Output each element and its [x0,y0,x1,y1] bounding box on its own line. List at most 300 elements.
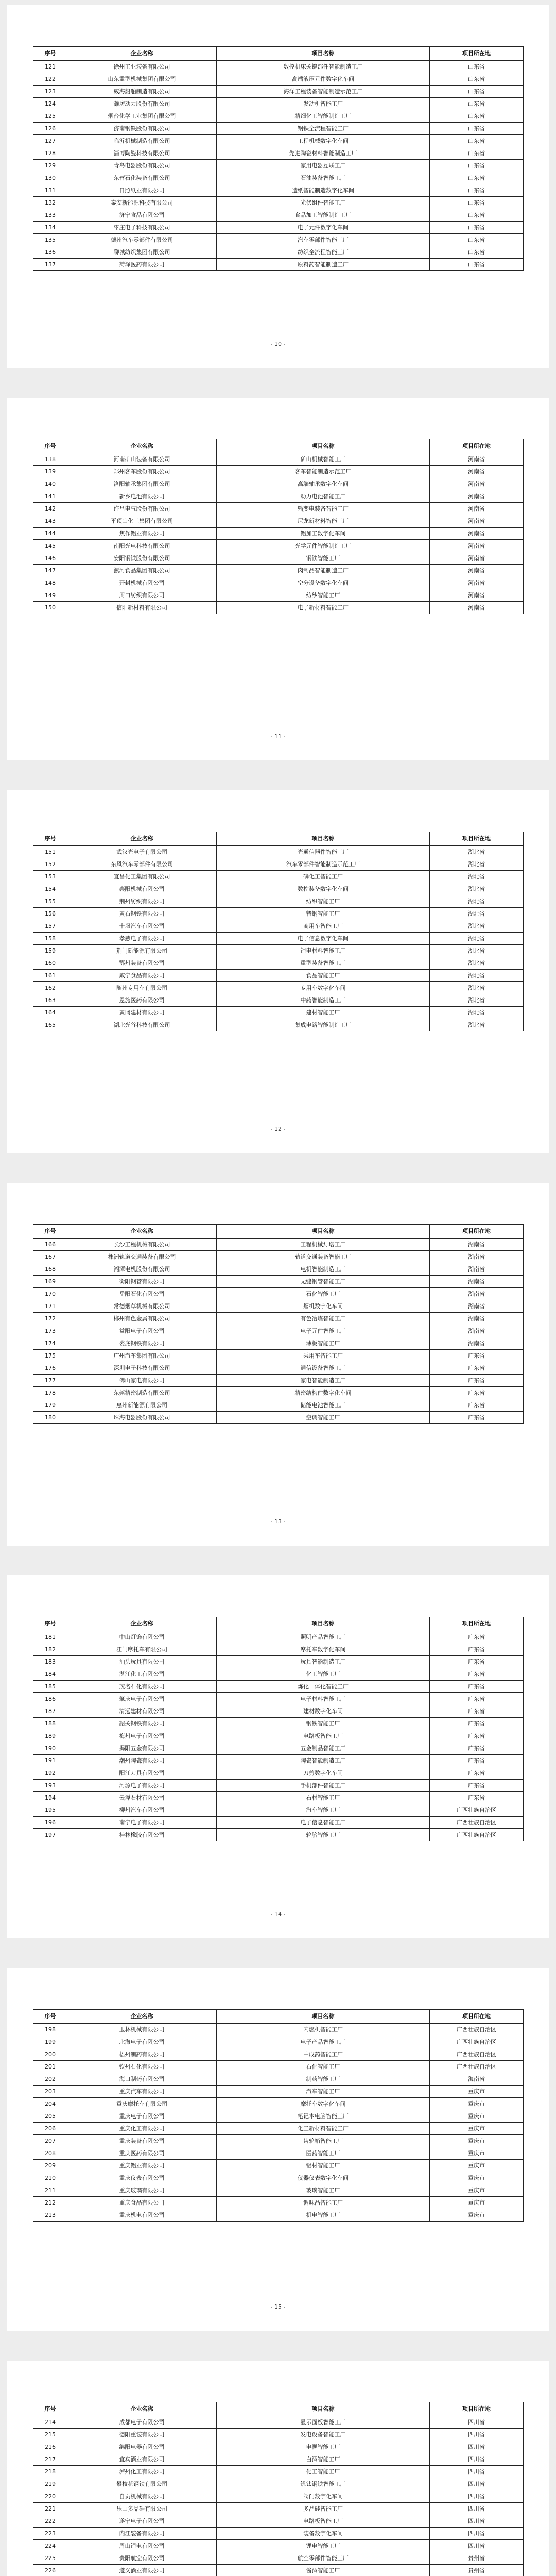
cell-company: 青岛电器股份有限公司 [67,160,217,172]
cell-company: 重庆仪表有限公司 [67,2172,217,2184]
cell-region: 四川省 [430,2528,524,2540]
cell-company: 贵阳航空有限公司 [67,2552,217,2565]
cell-project: 钢铁智能工厂 [217,1718,430,1730]
cell-no: 142 [33,503,67,515]
cell-region: 山东省 [430,147,524,160]
cell-project: 薄板智能工厂 [217,1337,430,1350]
cell-project: 石油装备智能工厂 [217,172,430,184]
cell-company: 济宁食品有限公司 [67,209,217,222]
header-region: 项目所在地 [430,2010,524,2024]
cell-project: 调味品智能工厂 [217,2197,430,2209]
cell-project: 乘用车智能工厂 [217,1350,430,1362]
page-number: - 11 - [270,733,286,740]
cell-region: 广东省 [430,1350,524,1362]
cell-region: 广西壮族自治区 [430,1829,524,1841]
cell-project: 电子新材料智能工厂 [217,602,430,614]
table-row [33,552,524,565]
cell-no: 219 [33,2478,67,2490]
cell-no: 149 [33,589,67,602]
cell-region: 河南省 [430,490,524,503]
cell-company: 恩施医药有限公司 [67,994,217,1007]
cell-company: 济南钢铁股份有限公司 [67,123,217,135]
project-list-table [33,2009,524,2222]
table-row [33,2466,524,2478]
cell-project: 商用车智能工厂 [217,920,430,933]
cell-no: 150 [33,602,67,614]
cell-region: 湖南省 [430,1263,524,1276]
table-row [33,2184,524,2197]
cell-company: 焦作铝业有限公司 [67,528,217,540]
cell-region: 广东省 [430,1387,524,1399]
cell-project: 无缝钢管智能工厂 [217,1276,430,1288]
cell-no: 137 [33,259,67,271]
cell-region: 湖南省 [430,1300,524,1313]
cell-company: 十堰汽车有限公司 [67,920,217,933]
cell-company: 重庆医药有限公司 [67,2147,217,2160]
cell-region: 湖北省 [430,933,524,945]
table-row [33,982,524,994]
header-project: 项目名称 [217,1225,430,1239]
cell-company: 成都电子有限公司 [67,2416,217,2429]
cell-no: 166 [33,1239,67,1251]
cell-company: 遵义酒业有限公司 [67,2565,217,2576]
cell-no: 153 [33,871,67,883]
cell-company: 郑州客车股份有限公司 [67,466,217,478]
cell-project: 工程机械灯塔工厂 [217,1239,430,1251]
cell-company: 重庆食品有限公司 [67,2197,217,2209]
cell-project: 制药智能工厂 [217,2073,430,2086]
cell-no: 159 [33,945,67,957]
cell-no: 167 [33,1251,67,1263]
cell-region: 湖北省 [430,957,524,970]
table-header-row [33,439,524,453]
cell-company: 重庆机电有限公司 [67,2209,217,2222]
cell-no: 175 [33,1350,67,1362]
table-row [33,846,524,858]
cell-no: 226 [33,2565,67,2576]
table-row [33,197,524,209]
cell-project: 炼化一体化智能工厂 [217,1681,430,1693]
table-row [33,1399,524,1412]
cell-company: 阳江刀具有限公司 [67,1767,217,1780]
cell-company: 益阳电子有限公司 [67,1325,217,1337]
cell-no: 140 [33,478,67,490]
cell-region: 湖北省 [430,883,524,895]
cell-project: 食品加工智能制造工厂 [217,209,430,222]
cell-region: 湖北省 [430,982,524,994]
cell-company: 郴州有色金属有限公司 [67,1313,217,1325]
cell-project: 发电设备智能工厂 [217,2429,430,2441]
cell-region: 山东省 [430,234,524,246]
cell-project: 电子信息智能工厂 [217,1817,430,1829]
table-row [33,1239,524,1251]
cell-region: 河南省 [430,602,524,614]
cell-project: 数控装备数字化车间 [217,883,430,895]
cell-region: 湖南省 [430,1325,524,1337]
table-row [33,2073,524,2086]
cell-project: 机电智能工厂 [217,2209,430,2222]
cell-region: 广西壮族自治区 [430,2036,524,2048]
cell-project: 化工新材料智能工厂 [217,2123,430,2135]
table-row [33,565,524,577]
table-row [33,1755,524,1767]
cell-project: 电视智能工厂 [217,2441,430,2453]
cell-company: 梧州制药有限公司 [67,2048,217,2061]
cell-region: 广东省 [430,1755,524,1767]
cell-project: 矿山机械智能工厂 [217,453,430,466]
cell-company: 泸州化工有限公司 [67,2466,217,2478]
cell-project: 化工智能工厂 [217,2466,430,2478]
table-row [33,2036,524,2048]
table-row [33,1631,524,1643]
cell-company: 日照纸业有限公司 [67,184,217,197]
cell-region: 山东省 [430,259,524,271]
cell-company: 岳阳石化有限公司 [67,1288,217,1300]
cell-project: 内燃机智能工厂 [217,2024,430,2036]
table-row [33,2441,524,2453]
cell-project: 精密结构件数字化车间 [217,1387,430,1399]
table-row [33,2540,524,2552]
cell-no: 198 [33,2024,67,2036]
cell-region: 湖南省 [430,1288,524,1300]
cell-project: 石化智能工厂 [217,1288,430,1300]
cell-region: 湖北省 [430,908,524,920]
cell-project: 钢铁全流程智能工厂 [217,123,430,135]
cell-region: 广东省 [430,1792,524,1804]
table-header-row [33,2402,524,2416]
header-company: 企业名称 [67,2402,217,2416]
table-row [33,2209,524,2222]
cell-project: 医药智能工厂 [217,2147,430,2160]
table-row [33,1742,524,1755]
cell-region: 广东省 [430,1705,524,1718]
cell-project: 空分设备数字化车间 [217,577,430,589]
cell-region: 广东省 [430,1681,524,1693]
cell-region: 四川省 [430,2453,524,2466]
cell-no: 213 [33,2209,67,2222]
cell-no: 133 [33,209,67,222]
cell-no: 193 [33,1780,67,1792]
cell-company: 开封机械有限公司 [67,577,217,589]
table-row [33,135,524,147]
cell-region: 广西壮族自治区 [430,2024,524,2036]
cell-no: 181 [33,1631,67,1643]
cell-company: 重庆铝业有限公司 [67,2160,217,2172]
document-page [7,1968,549,2331]
cell-region: 四川省 [430,2466,524,2478]
cell-project: 轨道交通装备智能工厂 [217,1251,430,1263]
cell-no: 162 [33,982,67,994]
cell-project: 电子信息数字化车间 [217,933,430,945]
table-header-row [33,2010,524,2024]
table-row [33,1705,524,1718]
cell-no: 190 [33,1742,67,1755]
cell-project: 光通信器件智能工厂 [217,846,430,858]
cell-region: 山东省 [430,222,524,234]
cell-project: 纺纱智能工厂 [217,589,430,602]
cell-no: 215 [33,2429,67,2441]
cell-no: 205 [33,2110,67,2123]
cell-company: 东风汽车零部件有限公司 [67,858,217,871]
table-row [33,871,524,883]
table-row [33,1730,524,1742]
table-row [33,2061,524,2073]
cell-no: 131 [33,184,67,197]
cell-project: 装备数字化车间 [217,2528,430,2540]
table-row [33,2565,524,2576]
cell-no: 208 [33,2147,67,2160]
cell-region: 重庆市 [430,2110,524,2123]
header-region: 项目所在地 [430,439,524,453]
header-company: 企业名称 [67,2010,217,2024]
cell-company: 遂宁电子有限公司 [67,2515,217,2528]
table-row [33,1313,524,1325]
project-list-table [33,1617,524,1841]
cell-company: 眉山锂电有限公司 [67,2540,217,2552]
table-row [33,184,524,197]
cell-company: 珠海电器股份有限公司 [67,1412,217,1424]
header-project: 项目名称 [217,439,430,453]
cell-company: 佛山家电有限公司 [67,1375,217,1387]
cell-no: 156 [33,908,67,920]
cell-company: 云浮石材有限公司 [67,1792,217,1804]
header-no: 序号 [33,1225,67,1239]
cell-company: 咸宁食品有限公司 [67,970,217,982]
cell-company: 汕头玩具有限公司 [67,1656,217,1668]
table-row [33,246,524,259]
cell-region: 湖北省 [430,945,524,957]
cell-project: 笔记本电脑智能工厂 [217,2110,430,2123]
cell-project: 五金制品智能工厂 [217,1742,430,1755]
document-page [7,398,549,760]
table-row [33,970,524,982]
cell-project: 特钢智能工厂 [217,908,430,920]
table-row [33,2172,524,2184]
cell-region: 广东省 [430,1718,524,1730]
table-row [33,2453,524,2466]
table-row [33,1288,524,1300]
cell-no: 184 [33,1668,67,1681]
project-list-table [33,46,524,271]
cell-no: 192 [33,1767,67,1780]
table-row [33,209,524,222]
cell-company: 信阳新材料有限公司 [67,602,217,614]
cell-company: 德阳重装有限公司 [67,2429,217,2441]
header-no: 序号 [33,2402,67,2416]
cell-no: 157 [33,920,67,933]
table-row [33,2147,524,2160]
cell-region: 广东省 [430,1631,524,1643]
cell-company: 武汉光电子有限公司 [67,846,217,858]
cell-no: 209 [33,2160,67,2172]
cell-company: 韶关钢铁有限公司 [67,1718,217,1730]
cell-project: 原料药智能制造工厂 [217,259,430,271]
table-row [33,2429,524,2441]
cell-company: 东莞精密制造有限公司 [67,1387,217,1399]
table-header-row [33,1617,524,1631]
cell-region: 广东省 [430,1730,524,1742]
cell-region: 重庆市 [430,2135,524,2147]
cell-no: 148 [33,577,67,589]
cell-company: 枣庄电子科技有限公司 [67,222,217,234]
cell-region: 广西壮族自治区 [430,2048,524,2061]
cell-project: 尼龙新材料智能工厂 [217,515,430,528]
cell-region: 重庆市 [430,2123,524,2135]
cell-region: 湖北省 [430,1019,524,1031]
cell-project: 电子元件智能工厂 [217,1325,430,1337]
cell-project: 家用电器互联工厂 [217,160,430,172]
cell-no: 203 [33,2086,67,2098]
table-row [33,2135,524,2147]
cell-company: 北海电子有限公司 [67,2036,217,2048]
cell-no: 183 [33,1656,67,1668]
cell-region: 河南省 [430,565,524,577]
project-list-table [33,832,524,1031]
cell-company: 宜宾酒业有限公司 [67,2453,217,2466]
cell-company: 柳州汽车有限公司 [67,1804,217,1817]
cell-company: 河南矿山装备有限公司 [67,453,217,466]
cell-company: 自贡机械有限公司 [67,2490,217,2503]
cell-no: 172 [33,1313,67,1325]
cell-no: 202 [33,2073,67,2086]
cell-region: 山东省 [430,197,524,209]
cell-no: 139 [33,466,67,478]
table-row [33,945,524,957]
cell-no: 169 [33,1276,67,1288]
cell-company: 安阳钢铁股份有限公司 [67,552,217,565]
document-page [7,1575,549,1938]
cell-company: 东营石化装备有限公司 [67,172,217,184]
table-row [33,1362,524,1375]
cell-region: 湖北省 [430,970,524,982]
table-row [33,957,524,970]
cell-no: 199 [33,2036,67,2048]
table-row [33,1387,524,1399]
cell-company: 平顶山化工集团有限公司 [67,515,217,528]
table-row [33,540,524,552]
cell-no: 136 [33,246,67,259]
table-header-row [33,1225,524,1239]
table-row [33,1656,524,1668]
cell-region: 河南省 [430,515,524,528]
cell-project: 手机部件智能工厂 [217,1780,430,1792]
cell-project: 输变电装备智能工厂 [217,503,430,515]
cell-company: 中山灯饰有限公司 [67,1631,217,1643]
table-row [33,478,524,490]
header-no: 序号 [33,2010,67,2024]
cell-region: 重庆市 [430,2172,524,2184]
header-project: 项目名称 [217,47,430,61]
cell-region: 湖南省 [430,1239,524,1251]
cell-no: 128 [33,147,67,160]
cell-company: 鄂州装备有限公司 [67,957,217,970]
table-row [33,147,524,160]
page-number: - 10 - [270,341,286,347]
cell-no: 173 [33,1325,67,1337]
cell-project: 造纸智能制造数字化车间 [217,184,430,197]
cell-no: 155 [33,895,67,908]
table-row [33,2478,524,2490]
cell-region: 重庆市 [430,2209,524,2222]
cell-project: 数控机床关键部件智能制造工厂 [217,61,430,73]
cell-no: 154 [33,883,67,895]
cell-region: 河南省 [430,503,524,515]
cell-region: 广东省 [430,1693,524,1705]
cell-no: 168 [33,1263,67,1276]
project-list-table [33,2402,524,2576]
cell-company: 潍坊动力股份有限公司 [67,98,217,110]
cell-company: 内江装备有限公司 [67,2528,217,2540]
cell-region: 广西壮族自治区 [430,1804,524,1817]
cell-project: 石材智能工厂 [217,1792,430,1804]
cell-project: 精细化工智能制造工厂 [217,110,430,123]
header-region: 项目所在地 [430,1617,524,1631]
table-row [33,1019,524,1031]
cell-region: 重庆市 [430,2086,524,2098]
cell-company: 玉林机械有限公司 [67,2024,217,2036]
cell-project: 客车智能制造示范工厂 [217,466,430,478]
cell-region: 四川省 [430,2441,524,2453]
table-row [33,2098,524,2110]
cell-region: 湖南省 [430,1313,524,1325]
table-row [33,1337,524,1350]
cell-region: 广东省 [430,1362,524,1375]
cell-region: 广东省 [430,1399,524,1412]
cell-region: 广东省 [430,1668,524,1681]
cell-region: 广东省 [430,1780,524,1792]
cell-no: 152 [33,858,67,871]
table-row [33,2123,524,2135]
cell-project: 发动机智能工厂 [217,98,430,110]
header-region: 项目所在地 [430,1225,524,1239]
header-no: 序号 [33,1617,67,1631]
cell-no: 174 [33,1337,67,1350]
cell-no: 195 [33,1804,67,1817]
cell-project: 照明产品智能工厂 [217,1631,430,1643]
table-row [33,1681,524,1693]
cell-region: 四川省 [430,2540,524,2552]
cell-no: 217 [33,2453,67,2466]
table-row [33,1412,524,1424]
cell-company: 襄阳机械有限公司 [67,883,217,895]
document-page [7,1183,549,1546]
cell-no: 147 [33,565,67,577]
cell-project: 摩托车数字化车间 [217,1643,430,1656]
cell-region: 湖南省 [430,1337,524,1350]
cell-region: 重庆市 [430,2184,524,2197]
cell-company: 衡阳钢管有限公司 [67,1276,217,1288]
cell-region: 四川省 [430,2416,524,2429]
cell-region: 广东省 [430,1643,524,1656]
cell-company: 重庆摩托车有限公司 [67,2098,217,2110]
table-row [33,259,524,271]
cell-region: 贵州省 [430,2552,524,2565]
table-row [33,2503,524,2515]
cell-company: 周口纺织有限公司 [67,589,217,602]
cell-company: 梅州电子有限公司 [67,1730,217,1742]
cell-region: 广东省 [430,1767,524,1780]
table-row [33,73,524,86]
cell-region: 广东省 [430,1656,524,1668]
cell-project: 玩具智能制造工厂 [217,1656,430,1668]
cell-project: 烟机数字化车间 [217,1300,430,1313]
cell-company: 株洲轨道交通装备有限公司 [67,1251,217,1263]
table-row [33,528,524,540]
cell-company: 新乡电池有限公司 [67,490,217,503]
cell-no: 191 [33,1755,67,1767]
cell-company: 重庆电子有限公司 [67,2110,217,2123]
cell-project: 空调智能工厂 [217,1412,430,1424]
